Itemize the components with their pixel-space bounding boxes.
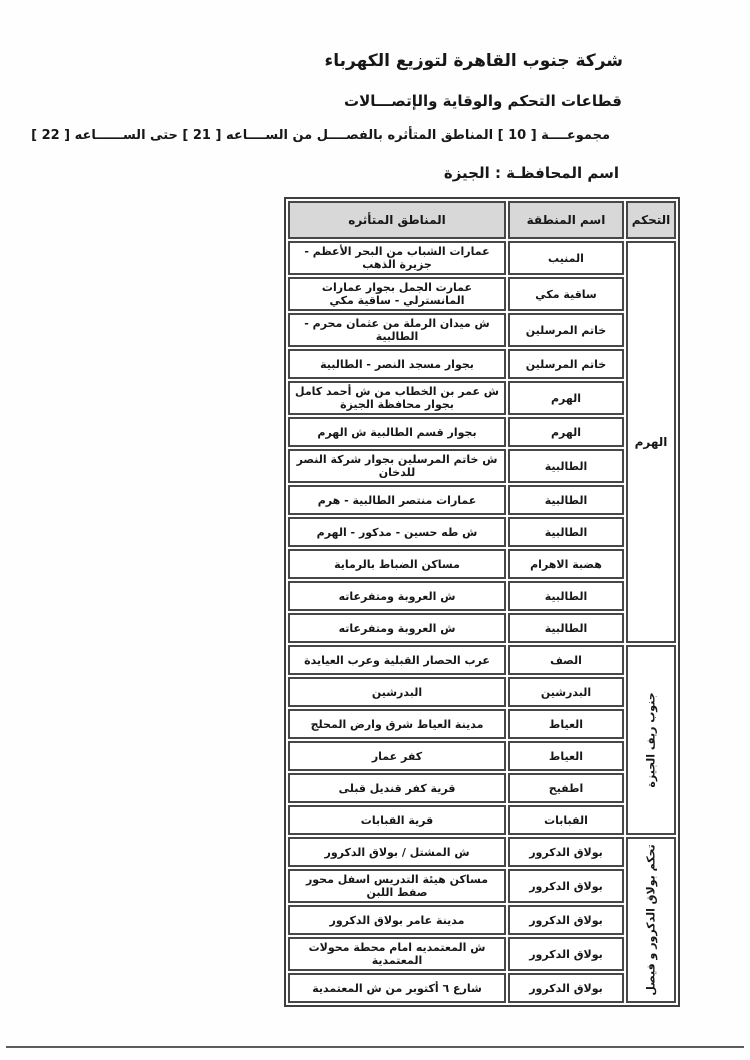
table-body: [288, 241, 676, 1003]
table-row: [288, 449, 676, 483]
area-name-cell: بولاق الدكرور: [508, 869, 624, 903]
area-name-cell: ساقية مكي: [508, 277, 624, 311]
header-affected-areas: المناطق المتأثره: [288, 201, 506, 239]
table-header: [288, 201, 676, 239]
company-title: شركة جنوب القاهرة لتوزيع الكهرباء: [324, 51, 623, 71]
affected-areas-cell: كفر عمار: [288, 741, 506, 771]
table-row: [288, 837, 676, 867]
affected-areas-cell: عمارات منتصر الطالبية - هرم: [288, 485, 506, 515]
area-name-cell: العياط: [508, 741, 624, 771]
affected-areas-cell: بجوار قسم الطالبية ش الهرم: [288, 417, 506, 447]
header-area-name: اسم المنطقة: [508, 201, 624, 239]
affected-areas-cell: مدينة عامر بولاق الدكرور: [288, 905, 506, 935]
area-name-cell: الطالبية: [508, 485, 624, 515]
control-group-label: الهرم: [634, 435, 668, 449]
affected-areas-cell: ش عمر بن الخطاب من ش أحمد كامل بجوار محافظة الجيزة: [288, 381, 506, 415]
table-row: [288, 417, 676, 447]
affected-areas-cell: عرب الحصار القبلية وعرب العيايدة: [288, 645, 506, 675]
area-name-cell: الطالبية: [508, 581, 624, 611]
table-header-row: [288, 201, 676, 239]
affected-areas-cell: مدينة العياط شرق وارض المحلج: [288, 709, 506, 739]
affected-areas-cell: قرية كفر قنديل قبلى: [288, 773, 506, 803]
table-row: [288, 645, 676, 675]
area-name-cell: العياط: [508, 709, 624, 739]
affected-areas-cell: عمارت الجمل بجوار عمارات المانسترلي - ساقية مكي: [288, 277, 506, 311]
header-control: التحكم: [626, 201, 676, 239]
area-name-cell: اطفيح: [508, 773, 624, 803]
area-name-cell: الهرم: [508, 417, 624, 447]
area-name-cell: القبابات: [508, 805, 624, 835]
table-row: [288, 741, 676, 771]
table-row: [288, 485, 676, 515]
area-name-cell: المنيب: [508, 241, 624, 275]
table-row: [288, 581, 676, 611]
affected-areas-cell: ش المشتل / بولاق الدكرور: [288, 837, 506, 867]
table-row: [288, 349, 676, 379]
area-name-cell: الطالبية: [508, 517, 624, 547]
table-row: [288, 313, 676, 347]
affected-areas-cell: ش طه حسين - مدكور - الهرم: [288, 517, 506, 547]
table-row: [288, 549, 676, 579]
table-row: [288, 381, 676, 415]
table-row: [288, 937, 676, 971]
control-group-label: تحكم بولاق الدكرور و فيصل: [644, 844, 658, 996]
control-group-cell: [626, 241, 676, 643]
table-row: [288, 709, 676, 739]
affected-areas-cell: عمارات الشباب من البحر الأعظم - جزيرة الذهب: [288, 241, 506, 275]
area-name-cell: الصف: [508, 645, 624, 675]
affected-areas-cell: مساكن الضباط بالرماية: [288, 549, 506, 579]
area-name-cell: هضبة الاهرام: [508, 549, 624, 579]
area-name-cell: بولاق الدكرور: [508, 937, 624, 971]
area-name-cell: خاتم المرسلين: [508, 313, 624, 347]
affected-areas-cell: ش خاتم المرسلين بجوار شركة النصر للدخان: [288, 449, 506, 483]
area-name-cell: خاتم المرسلين: [508, 349, 624, 379]
governorate-line: اسم المحافظـة : الجيزة: [443, 164, 619, 182]
table-row: [288, 613, 676, 643]
affected-areas-cell: ش العروبة ومتفرعاته: [288, 613, 506, 643]
area-name-cell: بولاق الدكرور: [508, 837, 624, 867]
affected-areas-cell: بجوار مسجد النصر - الطالبية: [288, 349, 506, 379]
affected-areas-cell: البدرشين: [288, 677, 506, 707]
area-name-cell: البدرشين: [508, 677, 624, 707]
table-row: [288, 869, 676, 903]
area-name-cell: الطالبية: [508, 449, 624, 483]
affected-areas-cell: مساكن هيئة التدريس اسفل محور صفط اللبن: [288, 869, 506, 903]
sector-subtitle: قطاعات التحكم والوقاية والإتصـــالات: [344, 92, 622, 110]
area-name-cell: بولاق الدكرور: [508, 905, 624, 935]
table-row: [288, 517, 676, 547]
table-row: [288, 277, 676, 311]
table-row: [288, 805, 676, 835]
table-row: [288, 973, 676, 1003]
area-name-cell: الطالبية: [508, 613, 624, 643]
group-schedule-line: مجموعــــة [ 10 ] المناطق المتأثره بالفصــــل من الســــاعه [ 21 ] حتى الســــــاعه [ 22 ]: [31, 128, 610, 143]
affected-areas-cell: شارع ٦ أكتوبر من ش المعتمدية: [288, 973, 506, 1003]
table-row: [288, 905, 676, 935]
control-group-cell: [626, 837, 676, 1003]
table-row: [288, 773, 676, 803]
control-group-label: جنوب ريف الجيزة: [644, 692, 658, 788]
footer-rule: [6, 1046, 744, 1048]
control-group-cell: [626, 645, 676, 835]
affected-areas-cell: قرية القبابات: [288, 805, 506, 835]
affected-areas-cell: ش العروبة ومتفرعاته: [288, 581, 506, 611]
table-row: [288, 241, 676, 275]
affected-areas-cell: ش المعتمديه امام محطة محولات المعتمدية: [288, 937, 506, 971]
area-name-cell: الهرم: [508, 381, 624, 415]
affected-areas-cell: ش ميدان الرملة من عثمان محرم - الطالبية: [288, 313, 506, 347]
affected-areas-table: [284, 197, 680, 1007]
area-name-cell: بولاق الدكرور: [508, 973, 624, 1003]
table-row: [288, 677, 676, 707]
